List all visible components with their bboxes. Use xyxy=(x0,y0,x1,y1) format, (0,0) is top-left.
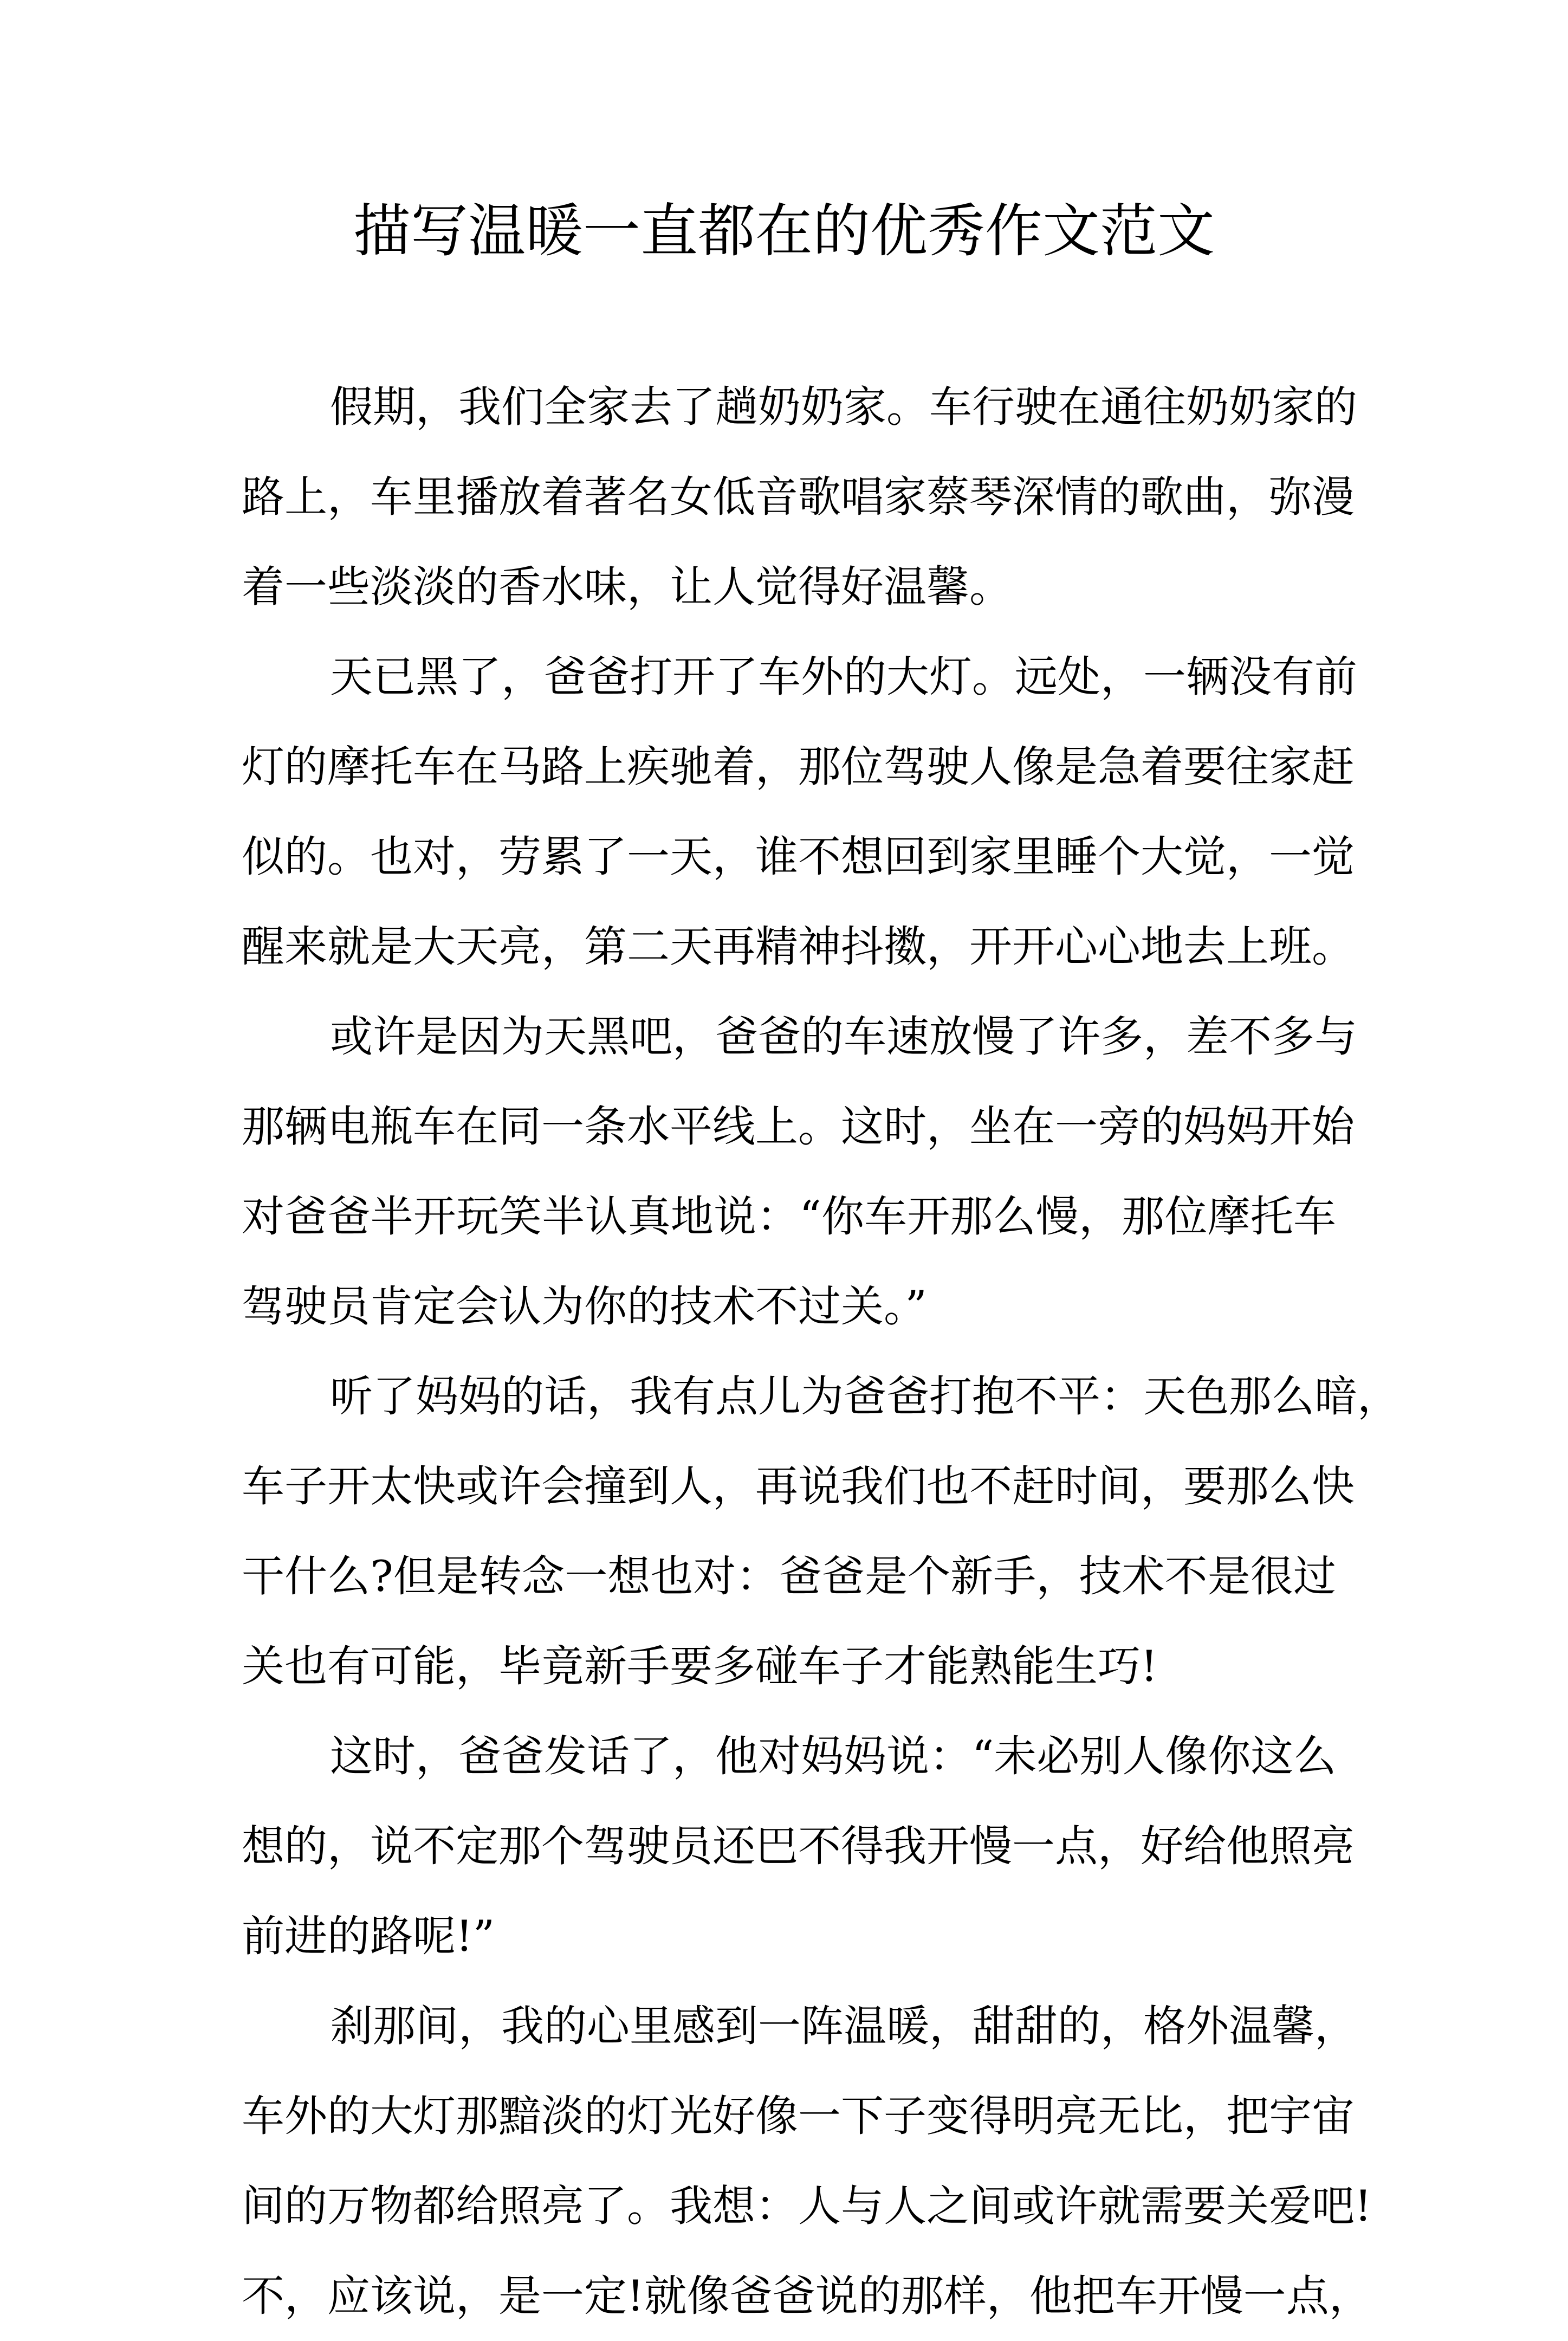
text-line: 天已黑了，爸爸打开了车外的大灯。远处，一辆没有前 xyxy=(330,652,1357,702)
text-line: 这时，爸爸发话了，他对妈妈说：“未必别人像你这么 xyxy=(330,1731,1337,1781)
paragraph xyxy=(242,992,1357,1351)
text-line: 车外的大灯那黯淡的灯光好像一下子变得明亮无比，把宇宙 xyxy=(242,2091,1355,2141)
paragraph xyxy=(242,632,1357,992)
text-line: 着一些淡淡的香水味，让人觉得好温馨。 xyxy=(242,562,1012,612)
paragraph xyxy=(242,1981,1372,2341)
text-line: 假期，我们全家去了趟奶奶家。车行驶在通往奶奶家的 xyxy=(330,382,1357,432)
text-line: 想的，说不定那个驾驶员还巴不得我开慢一点，好给他照亮 xyxy=(242,1821,1355,1871)
text-line: 灯的摩托车在马路上疾驰着，那位驾驶人像是急着要往家赶 xyxy=(242,742,1355,792)
text-line: 前进的路呢!” xyxy=(242,1911,495,1961)
text-line: 路上，车里播放着著名女低音歌唱家蔡琴深情的歌曲，弥漫 xyxy=(242,472,1355,522)
text-line: 似的。也对，劳累了一天，谁不想回到家里睡个大觉，一觉 xyxy=(242,832,1355,882)
text-line: 车子开太快或许会撞到人，再说我们也不赶时间，要那么快 xyxy=(242,1461,1355,1511)
document-body xyxy=(242,362,1400,2341)
page-title: 描写温暖一直都在的优秀作文范文 xyxy=(353,198,1215,264)
text-line: 对爸爸半开玩笑半认真地说：“你车开那么慢，那位摩托车 xyxy=(242,1192,1336,1241)
text-line: 关也有可能，毕竟新手要多碰车子才能熟能生巧! xyxy=(242,1641,1158,1691)
text-line: 醒来就是大天亮，第二天再精神抖擞，开开心心地去上班。 xyxy=(242,922,1355,972)
text-line: 间的万物都给照亮了。我想：人与人之间或许就需要关爱吧! xyxy=(242,2181,1372,2231)
text-line: 刹那间，我的心里感到一阵温暖，甜甜的，格外温馨， xyxy=(330,2001,1357,2051)
text-line: 或许是因为天黑吧，爸爸的车速放慢了许多，差不多与 xyxy=(330,1012,1357,1062)
paragraph xyxy=(242,362,1357,632)
text-line: 那辆电瓶车在同一条水平线上。这时，坐在一旁的妈妈开始 xyxy=(242,1102,1355,1152)
paragraph xyxy=(242,1351,1400,1711)
paragraph xyxy=(242,1711,1355,1981)
text-line: 不，应该说，是一定!就像爸爸说的那样，他把车开慢一点， xyxy=(242,2271,1372,2321)
text-line: 干什么?但是转念一想也对：爸爸是个新手，技术不是很过 xyxy=(242,1551,1336,1601)
text-line: 听了妈妈的话，我有点儿为爸爸打抱不平：天色那么暗， xyxy=(330,1372,1400,1421)
text-line: 驾驶员肯定会认为你的技术不过关。” xyxy=(242,1282,927,1331)
